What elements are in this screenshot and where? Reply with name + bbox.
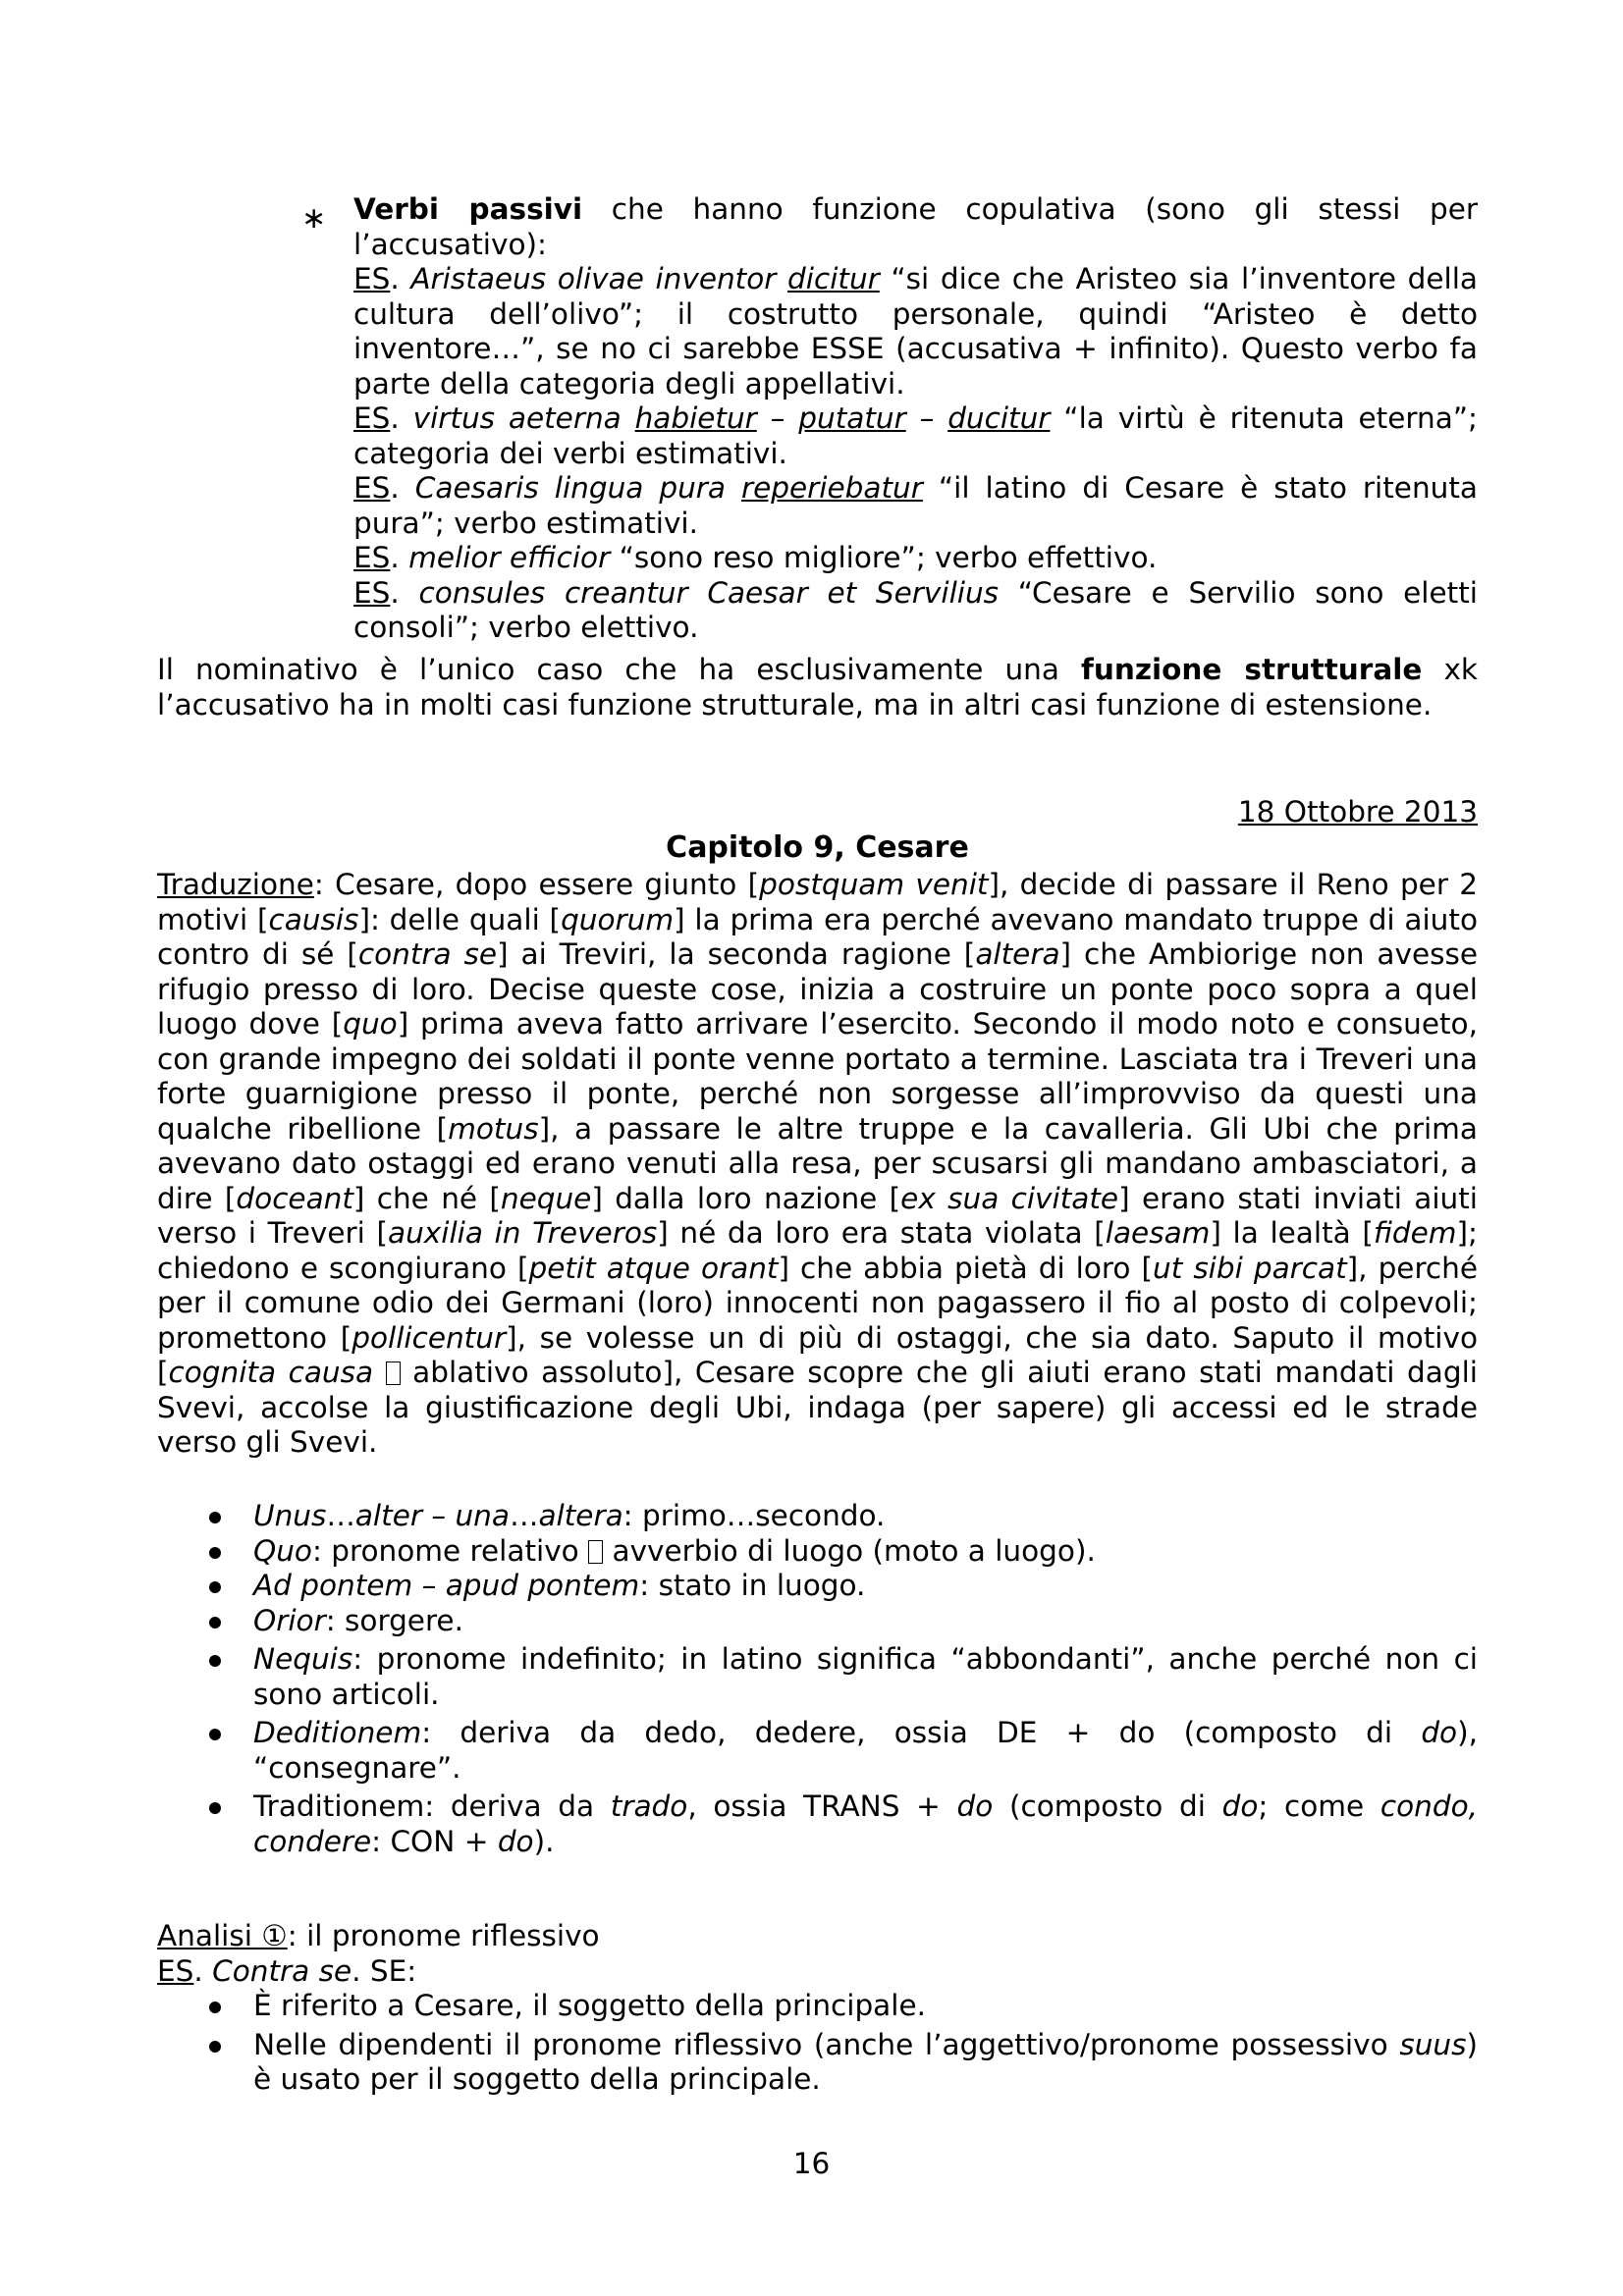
latin-term: do [1221, 1789, 1259, 1823]
translation-paragraph [157, 868, 1478, 1461]
latin-term: neque [500, 1181, 592, 1215]
text-run: ; come [1258, 1789, 1380, 1823]
latin-term: fidem [1373, 1216, 1457, 1250]
text-run: ], decide di passare il Reno per 2 motivi [ [157, 868, 1479, 936]
text-run: ] che Ambiorige non avesse rifugio presso di loro. Decise queste cose, inizia a costruire un ponte poco sopra a quel luogo dove [ [157, 937, 1479, 1041]
text-run: ] erano stati inviati aiuti verso i Treveri [ [157, 1181, 1479, 1250]
bullet-dot-icon [209, 2002, 221, 2013]
note-item [253, 1569, 1478, 1604]
passive-verbs-intro: Verbi passivi che hanno funzione copulativa (sono gli stessi per l’accusativo): [353, 192, 1478, 261]
bullet-dot-icon [209, 1802, 221, 1814]
text-run: ), “consegnare”. [253, 1716, 1478, 1785]
analysis-list [253, 1989, 1478, 2098]
note-item [253, 1499, 1478, 1534]
latin-term: Unus [253, 1499, 327, 1532]
passive-verbs-block [353, 192, 1478, 646]
text-run: ] dalla loro nazione [ [591, 1181, 901, 1215]
es-label: ES [353, 262, 391, 295]
text-run: avverbio di luogo (moto a luogo). [603, 1533, 1096, 1568]
latin-term: suus [1399, 2027, 1467, 2061]
text-run: , ossia TRANS + [687, 1789, 957, 1823]
analysis-title: Analisi ①: il pronome riflessivo [157, 1919, 600, 1952]
text-run: ) è usato per il soggetto della principale. [253, 2027, 1478, 2096]
latin-term: Quo [253, 1533, 312, 1568]
text-run: : deriva da dedo, dedere, ossia DE + do (composto di [421, 1716, 1422, 1749]
latin-term: pollicentur [352, 1320, 507, 1355]
translation-label: Traduzione [157, 868, 314, 901]
text-run: : sorgere. [325, 1603, 463, 1637]
es-label: ES [353, 575, 391, 610]
latin-term: Nequis [253, 1642, 353, 1676]
text-run: ] la lealtà [ [1210, 1216, 1374, 1250]
latin-term: laesam [1105, 1216, 1211, 1250]
text-run: ], perché per il comune odio dei Germani (loro) innocenti non pagassero il fio al posto di colpevoli; promettono [ [157, 1251, 1478, 1355]
latin-term: altera [538, 1499, 623, 1532]
latin-term: ex sua civitate [900, 1181, 1119, 1215]
text-run: … [326, 1499, 355, 1532]
bullet-dot-icon [209, 1512, 221, 1523]
latin-term: cognita causa [168, 1356, 374, 1389]
example-5: ES. consules creantur Caesar et Servilius “Cesare e Servilio sono eletti consoli”; verbo elettivo. [353, 575, 1478, 644]
text-run: : stato in luogo. [639, 1569, 866, 1602]
es-label: ES [353, 541, 391, 574]
missing-glyph-box-icon [588, 1540, 603, 1564]
analysis-example: ES. Contra se. SE: [157, 1953, 417, 1988]
text-run: : Cesare, dopo essere giunto [ [313, 868, 760, 901]
latin-term: ut sibi parcat [1153, 1251, 1347, 1285]
text-run: ] né da loro era stata violata [ [657, 1216, 1106, 1250]
es-label: ES [353, 471, 391, 505]
text-run: Traditionem: deriva da [253, 1789, 611, 1823]
latin-term: altera [975, 937, 1060, 971]
latin-term: Deditionem [253, 1716, 422, 1749]
note-item [253, 1642, 1478, 1712]
text-run: ]: delle quali [ [358, 902, 562, 936]
latin-term: quo [343, 1007, 398, 1041]
text-run: ], a passare le altre truppe e la cavalleria. Gli Ubi che prima avevano dato ostaggi ed erano venuti alla resa, per scusarsi gli mandano ambasciatori, a dire [ [157, 1111, 1478, 1215]
asterisk-bullet-icon: ∗ [301, 201, 327, 236]
text-run: ] ai Treviri, la seconda ragione [ [497, 937, 976, 971]
latin-term: Ad pontem – apud pontem [253, 1569, 640, 1602]
analysis-item [253, 1989, 1478, 2024]
note-item [253, 1716, 1478, 1786]
missing-glyph-box-icon [386, 1362, 401, 1385]
chapter-title: Capitolo 9, Cesare [666, 830, 969, 865]
analysis-label: Analisi ① [157, 1919, 288, 1952]
text-run: : CON + [371, 1824, 498, 1858]
page-number: 16 [792, 2147, 831, 2180]
text-run: ablativo assoluto], Cesare scopre che gli aiuti erano stati mandati dagli Svevi, accolse la giustificazione degli Ubi, indaga (per sapere) gli accessi ed le strade verso gli Svevi. [157, 1356, 1478, 1459]
text-run: ] che abbia pietà di loro [ [778, 1251, 1154, 1285]
text-run: (composto di [993, 1789, 1222, 1823]
translation-body [157, 868, 1478, 1459]
latin-term: motus [448, 1111, 539, 1146]
note-item [253, 1789, 1478, 1859]
text-run: ] la prima era perché avevano mandato truppe di aiuto contro di sé [ [157, 902, 1478, 971]
analysis-item [253, 2028, 1478, 2098]
latin-term: causis [268, 902, 359, 936]
nominative-paragraph: Il nominativo è l’unico caso che ha esclusivamente una funzione strutturale xk l’accusativo ha in molti casi funzione strutturale, ma in altri casi funzione di estensione. [157, 653, 1479, 721]
bullet-dot-icon [209, 2041, 221, 2053]
analysis-section [157, 1919, 1478, 1989]
example-2: ES. virtus aeterna habietur – putatur – ducitur “la virtù è ritenuta eterna”; categoria dei verbi estimativi. [353, 401, 1478, 470]
notes-list [253, 1499, 1478, 1859]
lecture-date: 18 Ottobre 2013 [1237, 795, 1478, 828]
text-run: ]; chiedono e scongiurano [ [157, 1216, 1478, 1285]
latin-term: Orior [253, 1603, 326, 1637]
latin-term: quorum [561, 902, 675, 936]
bullet-dot-icon [209, 1581, 221, 1593]
bullet-dot-icon [209, 1655, 221, 1667]
bullet-dot-icon [209, 1729, 221, 1740]
text-run: … [509, 1499, 539, 1532]
latin-term: doceant [236, 1181, 353, 1215]
note-item [253, 1534, 1478, 1570]
text-run [373, 1356, 386, 1389]
latin-term: alter – una [354, 1499, 510, 1532]
text-run: : pronome indefinito; in latino significa “abbondanti”, anche perché non ci sono articoli. [253, 1642, 1478, 1711]
passive-verbs-title: Verbi passivi [353, 192, 583, 226]
example-4: ES. melior efficior “sono reso migliore”; verbo effettivo. [353, 541, 1158, 574]
text-run: È riferito a Cesare, il soggetto della principale. [253, 1989, 926, 2022]
text-run: : primo…secondo. [622, 1499, 886, 1532]
note-item [253, 1604, 1478, 1639]
bullet-dot-icon [209, 1547, 221, 1559]
text-run: ). [533, 1824, 555, 1858]
es-label: ES [157, 1953, 194, 1988]
text-run: Nelle dipendenti il pronome riflessivo (anche l’aggettivo/pronome possessivo [253, 2027, 1400, 2061]
example-3: ES. Caesaris lingua pura reperiebatur “il latino di Cesare è stato ritenuta pura”; verbo estimativi. [353, 471, 1478, 540]
text-run: ] prima aveva fatto arrivare l’esercito. Secondo il modo noto e consueto, con grande impegno dei soldati il ponte venne portato a termine. Lasciata tra i Treveri una forte guarnigione presso il ponte, perché non sorgesse all’improvviso da questi una qualche ribellione [ [157, 1007, 1478, 1146]
latin-term: postquam venit [759, 868, 989, 901]
text-run: : pronome relativo [311, 1533, 589, 1568]
latin-term: petit atque orant [528, 1251, 779, 1285]
latin-term: auxilia in Treveros [388, 1216, 658, 1250]
latin-term: contra se [357, 937, 498, 971]
latin-term: do [497, 1824, 534, 1858]
es-label: ES [353, 401, 391, 435]
example-1: ES. Aristaeus olivae inventor dicitur “si dice che Aristeo sia l’inventore della cultura dell’olivo”; il costrutto personale, quindi “Aristeo è detto inventore…”, se no ci sarebbe ESSE (accusativa + infinito). Questo verbo fa parte della categoria degli appellativi. [353, 262, 1478, 400]
latin-term: trado [610, 1789, 688, 1823]
text-run: ], se volesse un di più di ostaggi, che sia dato. Saputo il motivo [ [157, 1320, 1478, 1389]
bullet-dot-icon [209, 1617, 221, 1629]
latin-term: do [956, 1789, 994, 1823]
text-run: ] che né [ [352, 1181, 501, 1215]
latin-term: do [1421, 1716, 1458, 1749]
latin-term: condo, condere [253, 1789, 1478, 1858]
